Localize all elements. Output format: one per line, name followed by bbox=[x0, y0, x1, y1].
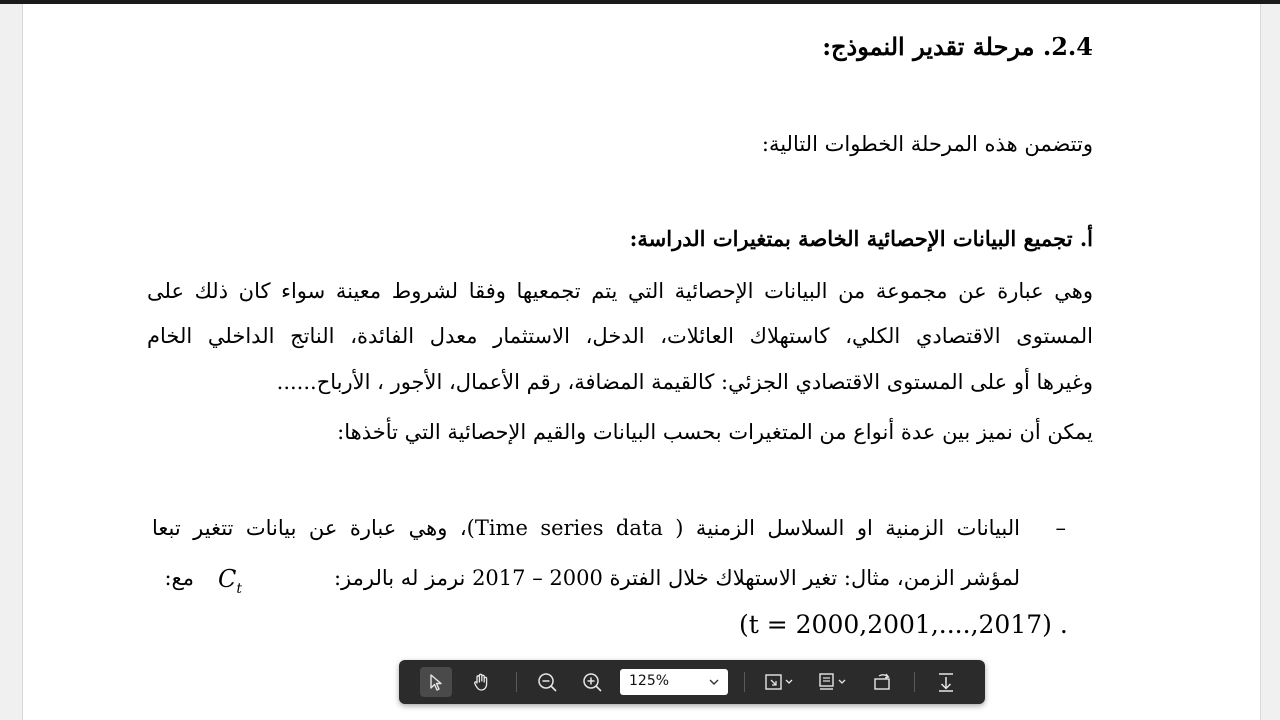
rotate-button[interactable] bbox=[866, 667, 898, 697]
hand-pan-icon bbox=[471, 672, 491, 692]
zoom-level-select[interactable] bbox=[620, 669, 728, 695]
hand-tool-button[interactable] bbox=[465, 667, 497, 697]
paragraph-line: يمكن أن نميز بين عدة أنواع من المتغيرات بحسب البيانات والقيم الإحصائية التي تأخذها: bbox=[337, 420, 1093, 444]
intro-text: وتتضمن هذه المرحلة الخطوات التالية: bbox=[761, 132, 1093, 156]
paragraph-line: وغيرها أو على المستوى الاقتصادي الجزئي: كالقيمة المضافة، رقم الأعمال، الأجور ، الأرباح...... bbox=[276, 370, 1093, 394]
zoom-out-icon bbox=[536, 671, 558, 693]
toolbar-separator bbox=[914, 672, 915, 692]
select-cursor-icon bbox=[426, 672, 446, 692]
zoom-level-value: 125% bbox=[629, 673, 670, 689]
select-tool-button[interactable] bbox=[420, 667, 452, 697]
download-button[interactable] bbox=[930, 667, 962, 697]
bullet-line: لمؤشر الزمن، مثال: تغير الاستهلاك خلال الفترة 2000 – 2017 نرمز له بالرمز: bbox=[333, 566, 1020, 590]
zoom-out-button[interactable] bbox=[531, 667, 563, 697]
math-formula: (t = 2000,2001,....,2017) . bbox=[739, 610, 1068, 639]
page-view-button[interactable] bbox=[813, 667, 851, 697]
paragraph-line: وهي عبارة عن مجموعة من البيانات الإحصائية التي يتم تجمعيها وفقا لشروط معينة سواء كان ذلك على bbox=[147, 279, 1093, 303]
toolbar-separator bbox=[744, 672, 745, 692]
zoom-in-icon bbox=[581, 671, 603, 693]
math-symbol: $C_t$ bbox=[218, 565, 243, 597]
pdf-page bbox=[22, 4, 1261, 720]
fit-page-button[interactable] bbox=[760, 667, 798, 697]
download-icon bbox=[935, 671, 957, 693]
section-heading: 2.4. مرحلة تقدير النموذج: bbox=[822, 32, 1093, 61]
pdf-toolbar bbox=[399, 660, 985, 704]
fit-page-icon bbox=[763, 672, 795, 692]
subheading: أ. تجميع البيانات الإحصائية الخاصة بمتغيرات الدراسة: bbox=[629, 226, 1093, 251]
page-view-icon bbox=[816, 672, 848, 692]
zoom-in-button[interactable] bbox=[576, 667, 608, 697]
paragraph-line: المستوى الاقتصادي الكلي، كاستهلاك العائلات، الدخل، الاستثمار معدل الفائدة، الناتج الداخلي الخام bbox=[147, 324, 1093, 348]
chevron-down-icon bbox=[707, 675, 721, 689]
toolbar-separator bbox=[516, 672, 517, 692]
bullet-line-end: مع: bbox=[164, 566, 194, 590]
rotate-icon bbox=[871, 671, 893, 693]
bullet-line: البيانات الزمنية او السلاسل الزمنية ( Time series data)، وهي عبارة عن بيانات تتغير تبعا bbox=[152, 516, 1020, 540]
bullet-dash: – bbox=[1055, 516, 1066, 540]
